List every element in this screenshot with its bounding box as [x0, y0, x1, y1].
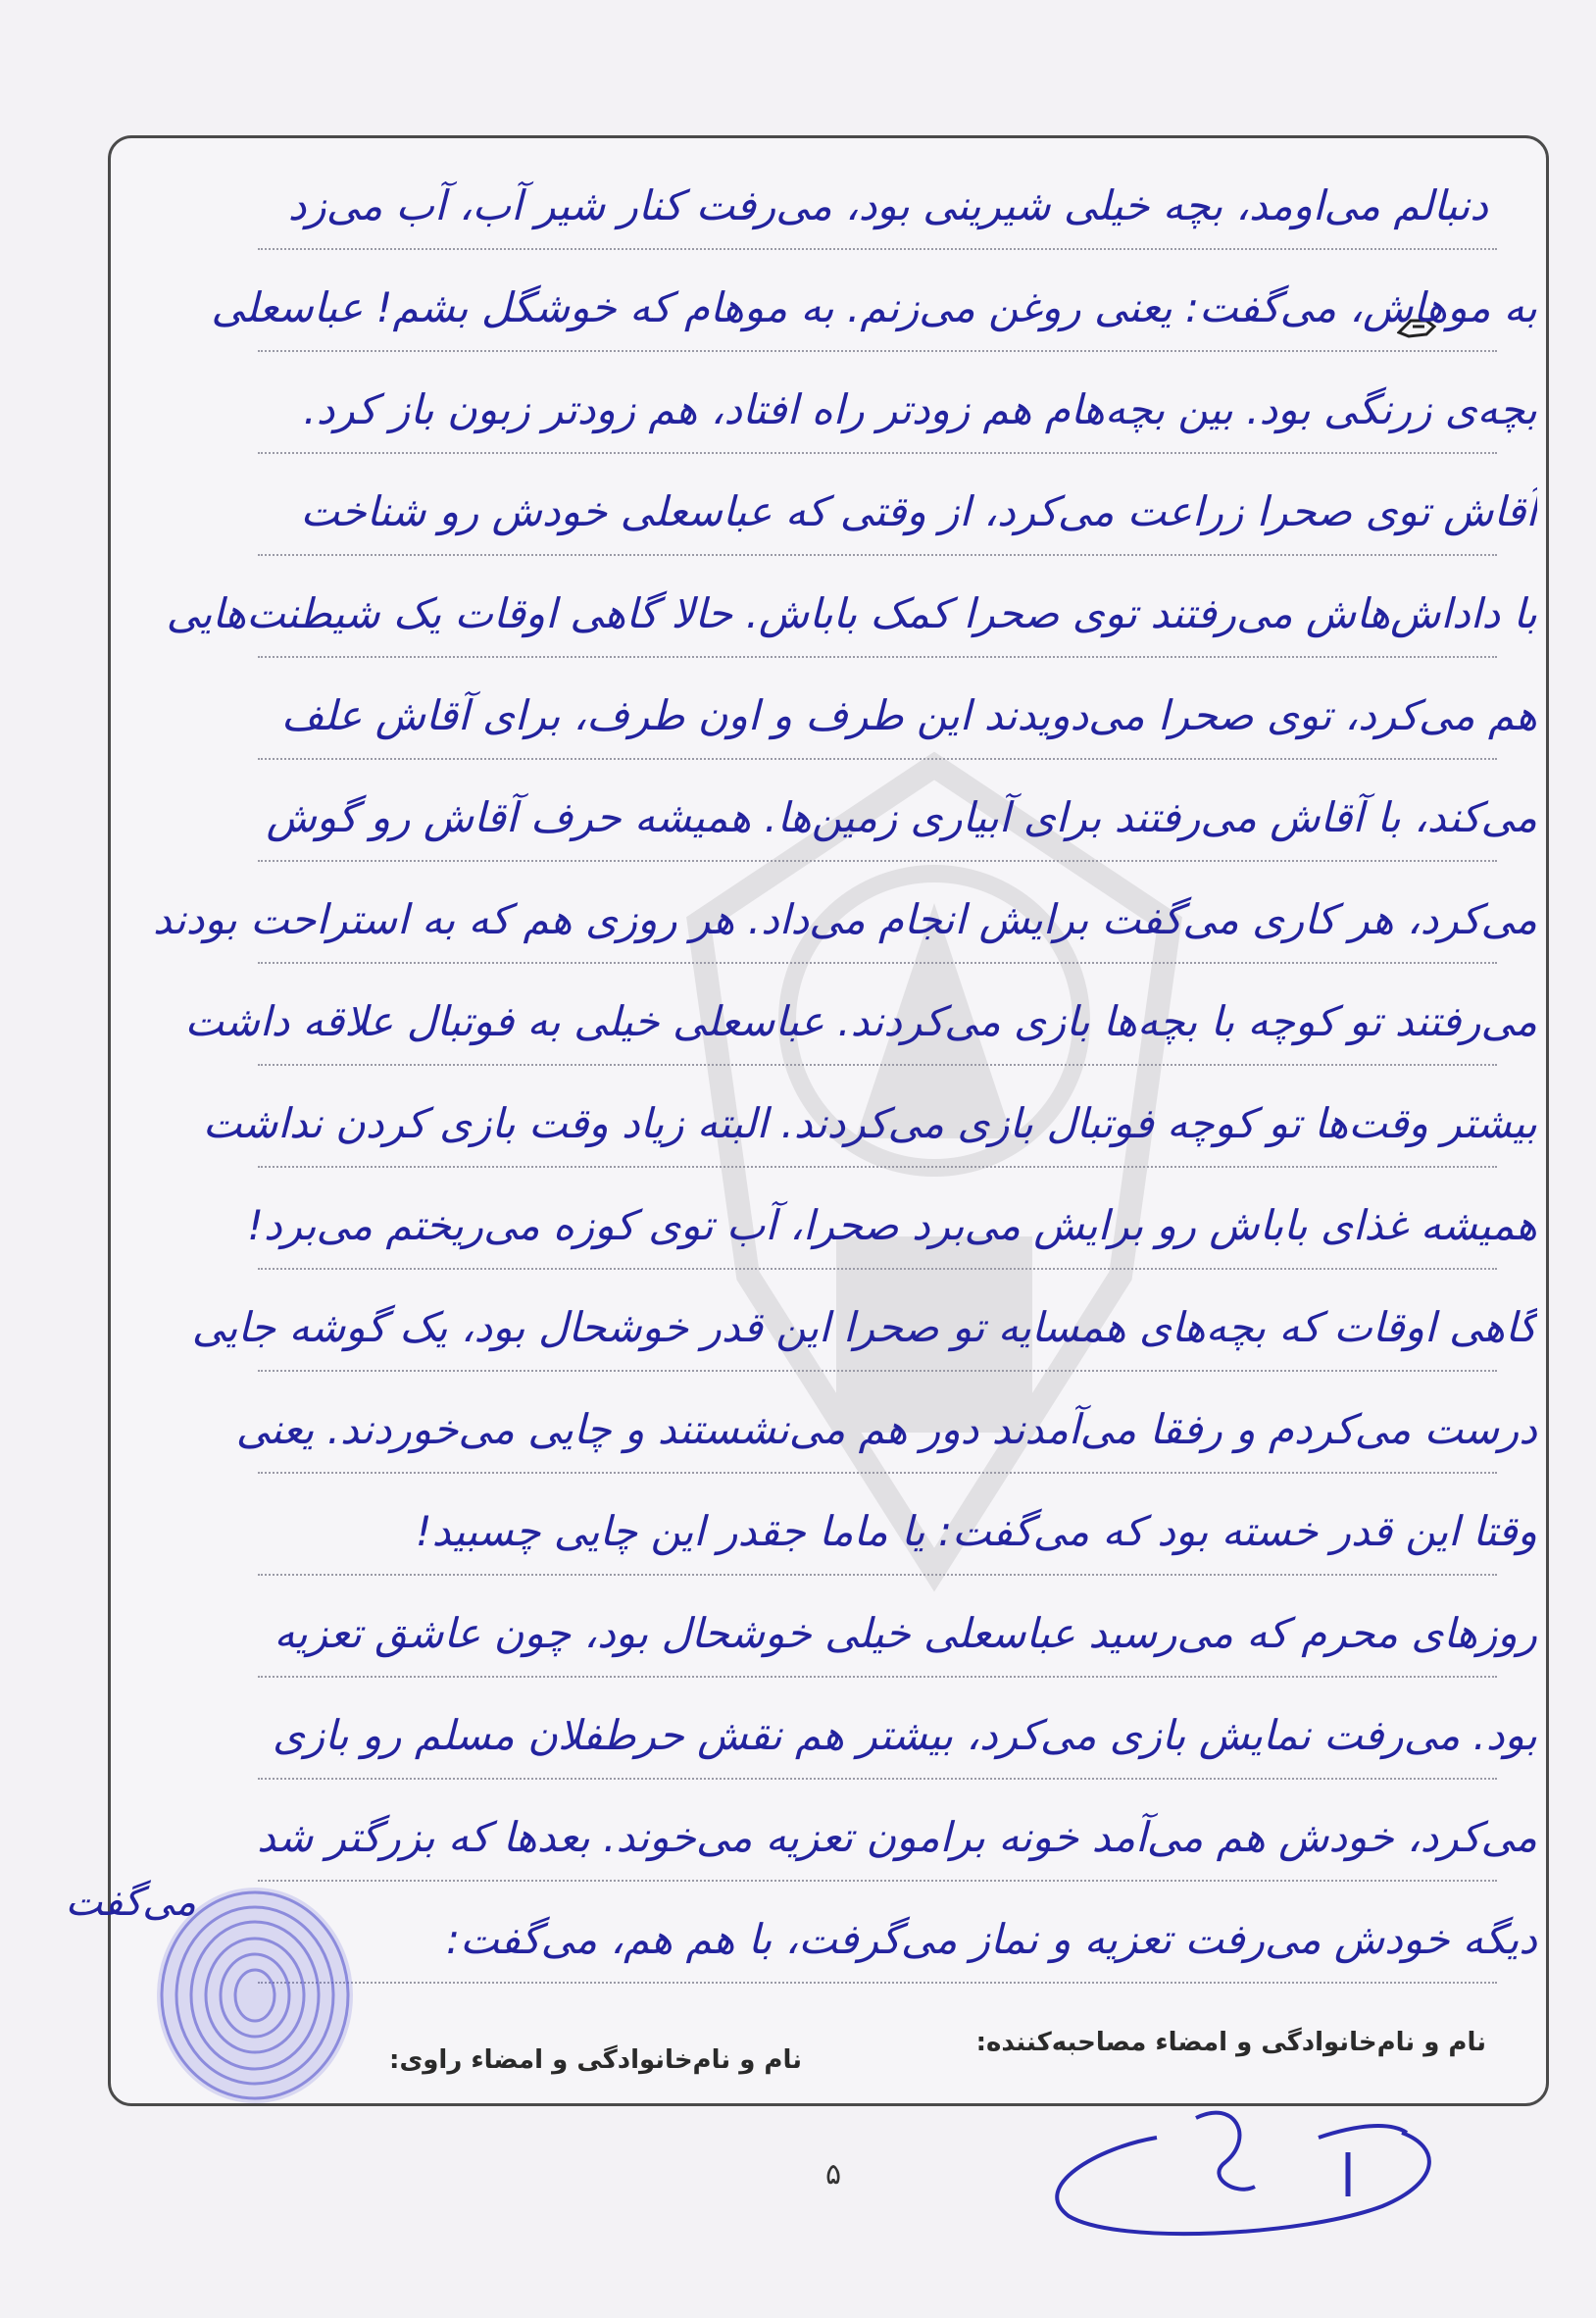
signature	[1010, 2079, 1480, 2245]
ruled-line	[258, 1982, 1497, 1984]
handwritten-line: می‌کرد، هر کاری می‌گفت برایش انجام می‌داد. هر روزی هم که به استراحت بودند	[153, 895, 1537, 943]
handwritten-line: می‌رفتند تو کوچه با بچه‌ها بازی می‌کردند. عباسعلی خیلی به فوتبال علاقه داشت	[184, 997, 1537, 1045]
handwritten-line: دنبالم می‌اومد، بچه خیلی شیرینی بود، می‌رفت کنار شیر آب، آب می‌زد	[287, 181, 1488, 229]
handwritten-line: روزهای محرم که می‌رسید عباسعلی خیلی خوشحال بود، چون عاشق تعزیه	[274, 1609, 1537, 1657]
handwritten-line: بیشتر وقت‌ها تو کوچه فوتبال بازی می‌کردند. البته زیاد وقت بازی کردن نداشت	[202, 1099, 1537, 1147]
interviewer-signature-label: نام و نام‌خانوادگی و امضاء مصاحبه‌کننده:	[975, 2028, 1486, 2057]
handwritten-line: با داداش‌هاش می‌رفتند توی صحرا کمک باباش. حالا گاهی اوقات یک شیطنت‌هایی	[166, 589, 1537, 637]
narrator-signature-label: نام و نام‌خانوادگی و امضاء راوی:	[389, 2045, 802, 2075]
handwritten-line: آقاش توی صحرا زراعت می‌کرد، از وقتی که عباسعلی خودش رو شناخت	[300, 487, 1537, 535]
handwritten-line: بود. می‌رفت نمایش بازی می‌کرد، بیشتر هم نقش حرطفلان مسلم رو بازی	[273, 1711, 1537, 1759]
margin-note: می‌گفت	[65, 1880, 196, 1925]
ruled-line	[258, 656, 1497, 658]
ruled-line	[258, 1166, 1497, 1168]
handwritten-line: بچه‌ی زرنگی بود. بین بچه‌هام هم زودتر راه افتاد، هم زودتر زبون باز کرد.	[303, 385, 1537, 433]
ruled-line	[258, 860, 1497, 862]
handwritten-line: می‌کند، با آقاش می‌رفتند برای آبیاری زمین‌ها. همیشه حرف آقاش رو گوش	[266, 793, 1537, 841]
handwritten-line: هم می‌کرد، توی صحرا می‌دویدند این طرف و اون طرف، برای آقاش علف	[281, 691, 1537, 739]
ruled-line	[258, 1778, 1497, 1780]
ruled-line	[258, 1472, 1497, 1474]
ruled-line	[258, 1064, 1497, 1066]
handwritten-line: گاهی اوقات که بچه‌های همسایه تو صحرا این قدر خوشحال بود، یک گوشه جایی	[191, 1303, 1537, 1351]
ruled-line	[258, 962, 1497, 964]
ruled-line	[258, 554, 1497, 556]
ruled-line	[258, 758, 1497, 760]
fingerprint	[147, 1883, 363, 2108]
page-number: ۵	[825, 2157, 842, 2192]
ruled-line	[258, 1370, 1497, 1372]
ruled-line	[258, 1574, 1497, 1576]
handwritten-line: به موهاش، می‌گفت: یعنی روغن می‌زنم. به موهام که خوشگل بشم! عباسعلی	[211, 283, 1537, 331]
ruled-line	[258, 1880, 1497, 1882]
handwritten-line: درست می‌کردم و رفقا می‌آمدند دور هم می‌نشستند و چایی می‌خوردند. یعنی	[235, 1405, 1537, 1453]
ruled-line	[258, 1268, 1497, 1270]
handwritten-line: می‌کرد، خودش هم می‌آمد خونه برامون تعزیه می‌خوند. بعدها که بزرگتر شد	[257, 1813, 1537, 1861]
ruled-line	[258, 1676, 1497, 1678]
handwritten-line: همیشه غذای باباش رو برایش می‌برد صحرا، آب توی کوزه می‌ریختم می‌برد!	[247, 1201, 1537, 1249]
ruled-line	[258, 350, 1497, 352]
ruled-line	[258, 452, 1497, 454]
ruled-line	[258, 248, 1497, 250]
handwritten-line: دیگه خودش می‌رفت تعزیه و نماز می‌گرفت، با هم هم، می‌گفت:	[446, 1915, 1537, 1963]
handwritten-line: وقتا این قدر خسته بود که می‌گفت: یا ماما جقدر این چایی چسبید!	[415, 1507, 1537, 1555]
